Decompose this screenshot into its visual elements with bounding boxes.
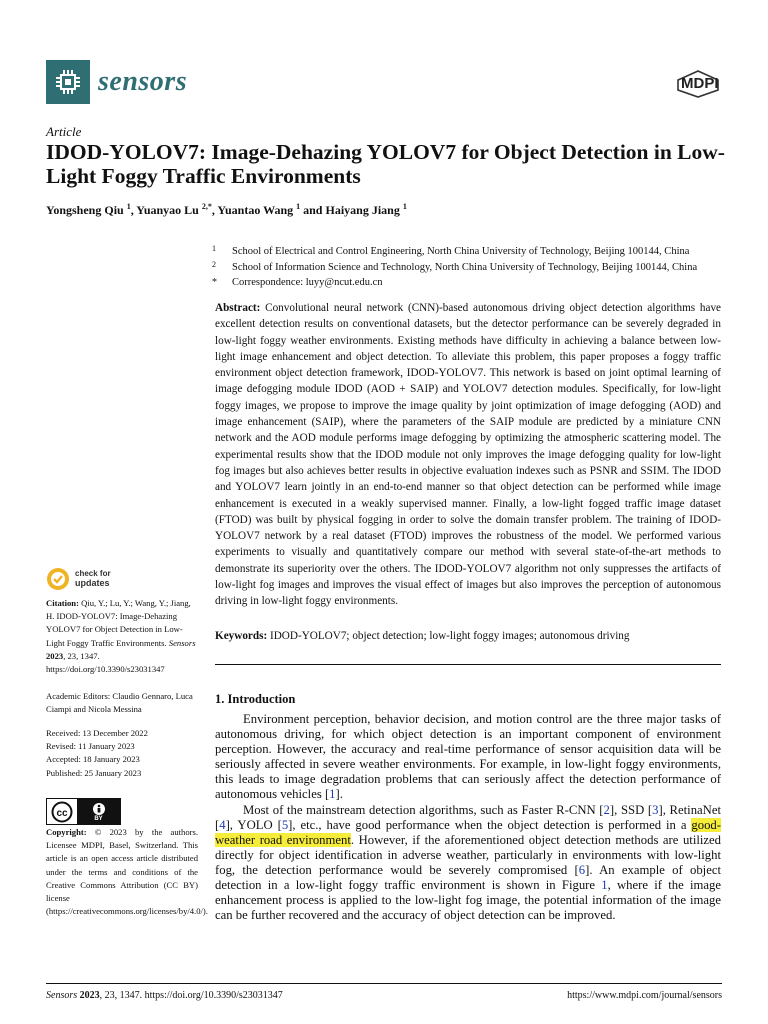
attribution-icon [77,799,120,824]
citation-ref[interactable]: 1 [329,787,336,802]
abstract [215,300,721,610]
affiliation-mark: 2 [212,259,216,269]
section-heading: 1. Introduction [215,692,296,706]
article-title: IDOD-YOLOV7: Image-Dehazing YOLOV7 for Object Detection in Low-Light Foggy Traffic Environments [46,140,725,188]
author-name[interactable]: Yuantao Wang [217,203,294,217]
author-list: Yongsheng Qiu $^1$, Yuanyao Lu $^{2,*}$, Yuantao Wang $^1$ and Haiyang Jiang $^1$ [46,202,407,217]
citation-doi-link[interactable]: https://doi.org/10.3390/s23031347 [46,664,165,675]
affiliations [212,244,697,291]
check-updates-line1: check for [75,569,111,578]
affiliation-mark: * [212,277,217,288]
cc-by-license-badge[interactable] [46,798,121,825]
sensor-chip-icon [46,60,90,104]
journal-name: sensors [98,66,188,97]
correspondence-text[interactable]: Correspondence: luyy@ncut.edu.cn [232,277,383,288]
highlighted-text[interactable]: good-weather road environment [215,817,721,847]
paragraph-text: ]. An example of object detection in a low-light foggy traffic environment is shown in Figure [215,862,721,893]
paragraph-text: . However, if the aforementioned object detection methods are utilized directly for object identification in adverse weather, particularly in environments with low-light fog, the detection performance would be severely compromised [ [215,832,721,877]
academic-editors: Academic Editors: Claudio Gennaro, Luca Ciampi and Nicola Messina [46,691,193,715]
paragraph-text: Most of the mainstream detection algorithms, such as Faster R-CNN [ [243,802,604,817]
footer-journal: Sensors [46,990,78,1001]
cc-by-label: BY [94,815,103,822]
abstract-text: Convolutional neural network (CNN)-based autonomous driving object detection algorithms have excellent detection results on conventional datasets, but the detector performance can be severely degraded in low-light foggy weather environments. Existing methods have difficulty in achieving a balance between low-light image enhancement and object detection. To alleviate this problem, this paper proposes a foggy traffic environment object detection framework, IDOD-YOLOV7. This network is based on joint optimal learning of image defogging module IDOD (AOD + SAIP) and YOLOV7 detection modules. Specifically, for low-light foggy images, we propose to improve the image quality by joint optimization of image defogging (AOD) and image enhancement (SAIP), where the parameters of the SAIP module are predicted by a miniature CNN network and the AOD module performs image defogging by optimizing the atmospheric scattering model. The experimental results show that the IDOD module not only improves the image defogging quality for low-light fog images but also achieves better results in objective evaluation indexes such as PSNR and SSIM. The IDOD and YOLOV7 learn jointly in an end-to-end manner so that object detection can be performed while image enhancement is executed in a weakly supervised manner. Finally, a low-light fogged traffic image dataset (FTOD) was built by physical fogging in order to solve the domain transfer problem. The training of IDOD-YOLOV7 network by a real dataset (FTOD) improves the robustness of the model. We performed various experiments to visually and quantitatively compare our method with several state-of-the-art methods to demonstrate its superiority over the others. The IDOD-YOLOV7 algorithm not only suppresses the artifacts of low-light fog images and improves the visual effect of images but also improves the perception of autonomous driving in low-light foggy environments. [215,302,722,608]
check-for-updates-badge[interactable] [46,567,111,591]
publication-dates [46,727,198,780]
check-updates-text [75,570,111,588]
section-divider [215,664,721,665]
author-affil-mark: 2,* [201,202,212,211]
paragraph-text: ], SSD [ [609,802,653,817]
citation-block [46,597,198,676]
author-name[interactable]: Yongsheng Qiu [46,203,124,217]
paragraph-text: ], YOLO [ [225,817,282,832]
citation-volume: , 23, 1347. [63,650,100,661]
intro-paragraph-1 [215,712,721,803]
publisher-name: MDPI [681,75,719,92]
keywords-label: Keywords: [215,630,268,642]
affiliation-item [212,275,697,291]
keywords-text: IDOD-YOLOV7; object detection; low-light foggy images; autonomous driving [270,630,630,642]
citation-text: Qiu, Y.; Lu, Y.; Wang, Y.; Jiang, H. IDOD-YOLOV7: Image-Dehazing YOLOV7 for Object Detection in Low-Light Foggy Traffic Environments. [46,598,191,648]
paragraph-text: ], etc., have good performance when the object detection is performed in a [288,817,692,832]
introduction-body [215,712,721,923]
citation-ref[interactable]: 6 [578,862,586,877]
affiliation-text: School of Electrical and Control Engineering, North China University of Technology, Beijing 100144, China [232,246,690,257]
article-type: Article [46,124,82,139]
copyright-notice [46,826,208,918]
paragraph-text: ]. [335,787,343,802]
date-accepted: Accepted: 18 January 2023 [46,754,140,765]
citation-ref[interactable]: 3 [652,802,659,817]
copyright-label: Copyright: [46,827,87,837]
keywords [215,630,721,642]
figure-ref[interactable]: 1 [601,878,608,893]
citation-ref[interactable]: 2 [603,802,610,817]
author-affil-mark: 1 [402,202,407,211]
footer-divider [46,983,722,984]
citation-label: Citation: [46,598,79,608]
affiliation-mark: 1 [212,244,216,253]
affiliation-item [212,260,697,276]
check-updates-line2: updates [75,577,110,588]
paragraph-text: Environment perception, behavior decision, and motion control are the three major tasks of autonomous driving, for which object detection is an important component of environment perception. However, the accuracy and real-time performance of sensor acquisition data will be seriously affected in severe weather environments. For example, in low-light foggy environments, this leads to image degradation problems that can seriously affect the detection performance of autonomous vehicles [ [215,712,721,802]
citation-ref[interactable]: 5 [281,817,289,832]
author-name[interactable]: Yuanyao Lu [136,203,199,217]
paragraph-text: , where if the image enhancement process is applied to the low-light fog image, the potential information of the image can be further recovered and the accuracy of object detection can be improved. [215,878,721,923]
svg-text:cc: cc [56,807,68,819]
publisher-logo[interactable] [676,70,720,98]
date-revised: Revised: 11 January 2023 [46,741,135,752]
intro-paragraph-2 [215,803,721,924]
citation-journal: Sensors [168,637,196,648]
date-published: Published: 25 January 2023 [46,767,142,778]
check-updates-icon [46,567,70,591]
affiliation-item [212,244,697,260]
footer-journal-url[interactable]: https://www.mdpi.com/journal/sensors [567,990,722,1001]
footer-citation [46,990,283,1001]
author-affil-mark: 1 [296,202,301,211]
copyright-text: © 2023 by the authors. Licensee MDPI, Basel, Switzerland. This article is an open access article distributed under the terms and conditions of the Creative Commons Attribution (CC BY) license (https://creativecommons.org/licenses/by/4.0/). [46,827,208,917]
author-affil-mark: 1 [126,202,131,211]
abstract-label: Abstract: [215,302,261,314]
date-received: Received: 13 December 2022 [46,728,148,738]
citation-year: 2023 [46,650,64,661]
author-name[interactable]: Haiyang Jiang [325,203,400,217]
citation-ref[interactable]: 4 [219,817,226,832]
footer-doi[interactable]: , 23, 1347. https://doi.org/10.3390/s23031347 [99,990,283,1001]
paragraph-text: ], RetinaNet [ [215,802,721,832]
affiliation-text: School of Information Science and Technology, North China University of Technology, Beijing 100144, China [232,261,698,273]
cc-icon [47,799,77,824]
footer-year: 2023 [79,990,100,1001]
journal-logo[interactable] [46,60,187,104]
